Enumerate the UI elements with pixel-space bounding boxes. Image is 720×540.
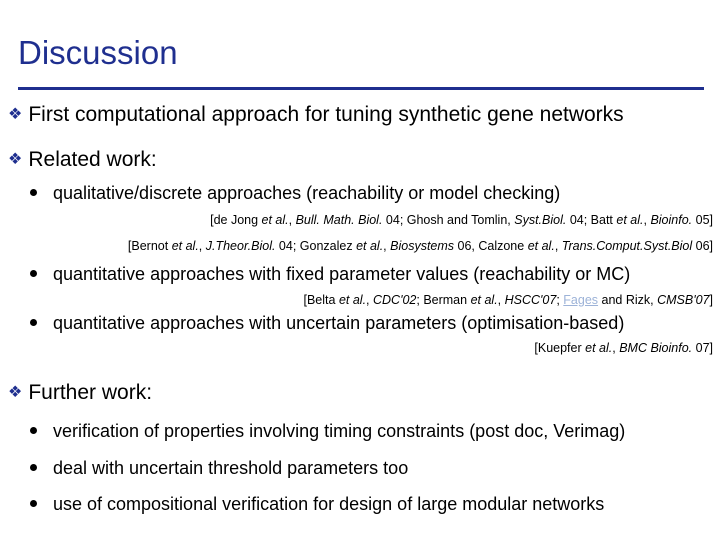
related-item-text: qualitative/discrete approaches (reachability or model checking) — [53, 183, 561, 203]
dot-bullet-icon — [30, 270, 37, 277]
dot-bullet-icon — [30, 189, 37, 196]
dot-bullet-icon — [30, 464, 37, 471]
fages-link[interactable]: Fages — [563, 293, 599, 307]
related-item-text: quantitative approaches with fixed parameter values (reachability or MC) — [53, 264, 631, 284]
further-item-timing — [30, 421, 625, 442]
section-related-work — [8, 148, 157, 172]
further-item-threshold — [30, 458, 408, 479]
section-further-text: Further work: — [28, 381, 153, 404]
further-item-text: use of compositional verification for design of large modular networks — [53, 494, 605, 514]
diamond-bullet-icon: ❖ — [8, 106, 23, 123]
further-item-compositional — [30, 494, 604, 515]
related-item-text: quantitative approaches with uncertain parameters (optimisation-based) — [53, 313, 625, 333]
slide-title: Discussion — [18, 34, 178, 71]
further-item-text: deal with uncertain threshold parameters too — [53, 458, 409, 478]
section-further-work — [8, 381, 152, 405]
section-related-text: Related work: — [28, 148, 157, 171]
reference-line-1: [de Jong et al., Bull. Math. Biol. 04; Ghosh and Tomlin, Syst.Biol. 04; Batt et al., Bioinfo. 05] — [210, 213, 713, 227]
diamond-bullet-icon: ❖ — [8, 151, 23, 168]
dot-bullet-icon — [30, 500, 37, 507]
reference-line-4: [Kuepfer et al., BMC Bioinfo. 07] — [534, 341, 713, 355]
related-item-quantitative-uncertain — [30, 313, 624, 334]
reference-line-3: [Belta et al., CDC'02; Berman et al., HSCC'07; Fages and Rizk, CMSB'07] — [303, 293, 713, 307]
related-item-qualitative — [30, 183, 560, 204]
section-first-text: First computational approach for tuning synthetic gene networks — [28, 103, 624, 126]
title-underline — [18, 87, 704, 90]
section-first-approach — [8, 103, 624, 127]
related-item-quantitative-fixed — [30, 264, 630, 285]
dot-bullet-icon — [30, 427, 37, 434]
dot-bullet-icon — [30, 319, 37, 326]
further-item-text: verification of properties involving timing constraints (post doc, Verimag) — [53, 421, 626, 441]
reference-line-2: [Bernot et al., J.Theor.Biol. 04; Gonzalez et al., Biosystems 06, Calzone et al., Trans.Comput.Syst.Biol 06] — [127, 239, 713, 253]
diamond-bullet-icon: ❖ — [8, 384, 23, 401]
